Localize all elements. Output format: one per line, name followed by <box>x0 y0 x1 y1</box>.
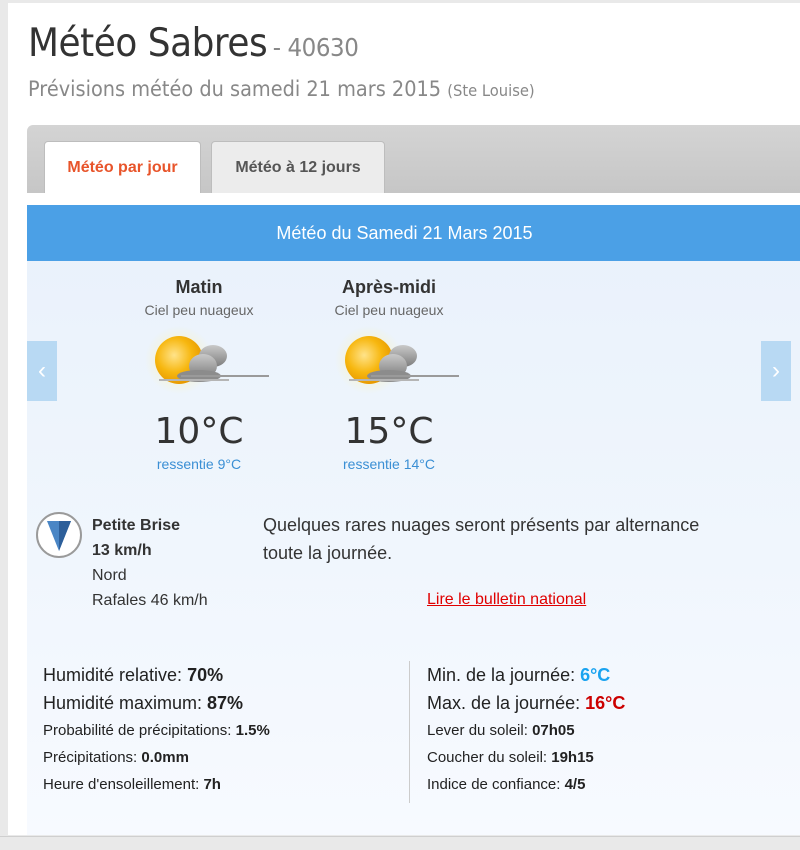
period-name: Après-midi <box>341 277 437 297</box>
weather-card <box>8 3 800 835</box>
stat-precipitations: Précipitations: 0.0mm <box>43 749 189 766</box>
stat-heure-ensoleillement: Heure d'ensoleillement: 7h <box>43 776 221 793</box>
period-apres-midi <box>299 277 479 472</box>
stat-indice-confiance: Indice de confiance: 4/5 <box>427 776 586 793</box>
feels-like: ressentie 9°C <box>156 456 242 472</box>
wind-info <box>92 513 208 613</box>
wind-direction: Nord <box>92 567 127 584</box>
postal-code: - 40630 <box>272 33 359 62</box>
wind-gusts: Rafales 46 km/h <box>92 592 208 609</box>
city-name: Météo Sabres <box>28 21 268 66</box>
chevron-left-icon: ‹ <box>38 357 46 384</box>
day-forecast-panel <box>27 205 800 835</box>
wind-direction-icon <box>35 511 83 559</box>
chevron-right-icon: › <box>772 357 780 384</box>
stat-humidite-relative: Humidité relative: 70% <box>43 665 224 685</box>
wind-speed: 13 km/h <box>92 542 152 559</box>
stats-right <box>427 661 625 798</box>
temperature: 10°C <box>154 411 244 452</box>
page-subtitle <box>28 77 535 101</box>
tab-meteo-12-jours[interactable]: Météo à 12 jours <box>211 141 385 193</box>
saint-of-the-day: (Ste Louise) <box>447 81 535 100</box>
stats-divider <box>409 661 410 803</box>
page-title <box>28 21 358 66</box>
sky-condition: Ciel peu nuageux <box>144 302 254 318</box>
stat-lever-soleil: Lever du soleil: 07h05 <box>427 722 575 739</box>
stat-max-journee: Max. de la journée: 16°C <box>427 693 626 713</box>
stat-humidite-maximum: Humidité maximum: 87% <box>43 693 244 713</box>
page-bottom-border <box>0 836 800 837</box>
stat-coucher-soleil: Coucher du soleil: 19h15 <box>427 749 594 766</box>
tab-bar <box>27 125 800 193</box>
tab-meteo-par-jour[interactable]: Météo par jour <box>44 141 201 193</box>
next-day-button[interactable] <box>761 341 791 401</box>
stats-left <box>43 661 270 798</box>
stat-probabilite-precipitations: Probabilité de précipitations: 1.5% <box>43 722 270 739</box>
forecast-date-text: Prévisions météo du samedi 21 mars 2015 <box>28 77 442 101</box>
period-name: Matin <box>175 277 223 297</box>
previous-day-button[interactable] <box>27 341 57 401</box>
temperature: 15°C <box>344 411 434 452</box>
forecast-description: Quelques rares nuages seront présents par alternance toute la journée. <box>263 515 700 563</box>
sky-condition: Ciel peu nuageux <box>334 302 444 318</box>
stat-min-journee: Min. de la journée: 6°C <box>427 665 611 685</box>
sun-cloud-icon <box>129 326 269 398</box>
national-bulletin-link[interactable]: Lire le bulletin national <box>427 591 587 608</box>
period-matin <box>109 277 289 472</box>
sun-cloud-icon <box>319 326 459 398</box>
feels-like: ressentie 14°C <box>343 456 435 472</box>
wind-label: Petite Brise <box>92 517 181 534</box>
day-header: Météo du Samedi 21 Mars 2015 <box>27 205 800 261</box>
